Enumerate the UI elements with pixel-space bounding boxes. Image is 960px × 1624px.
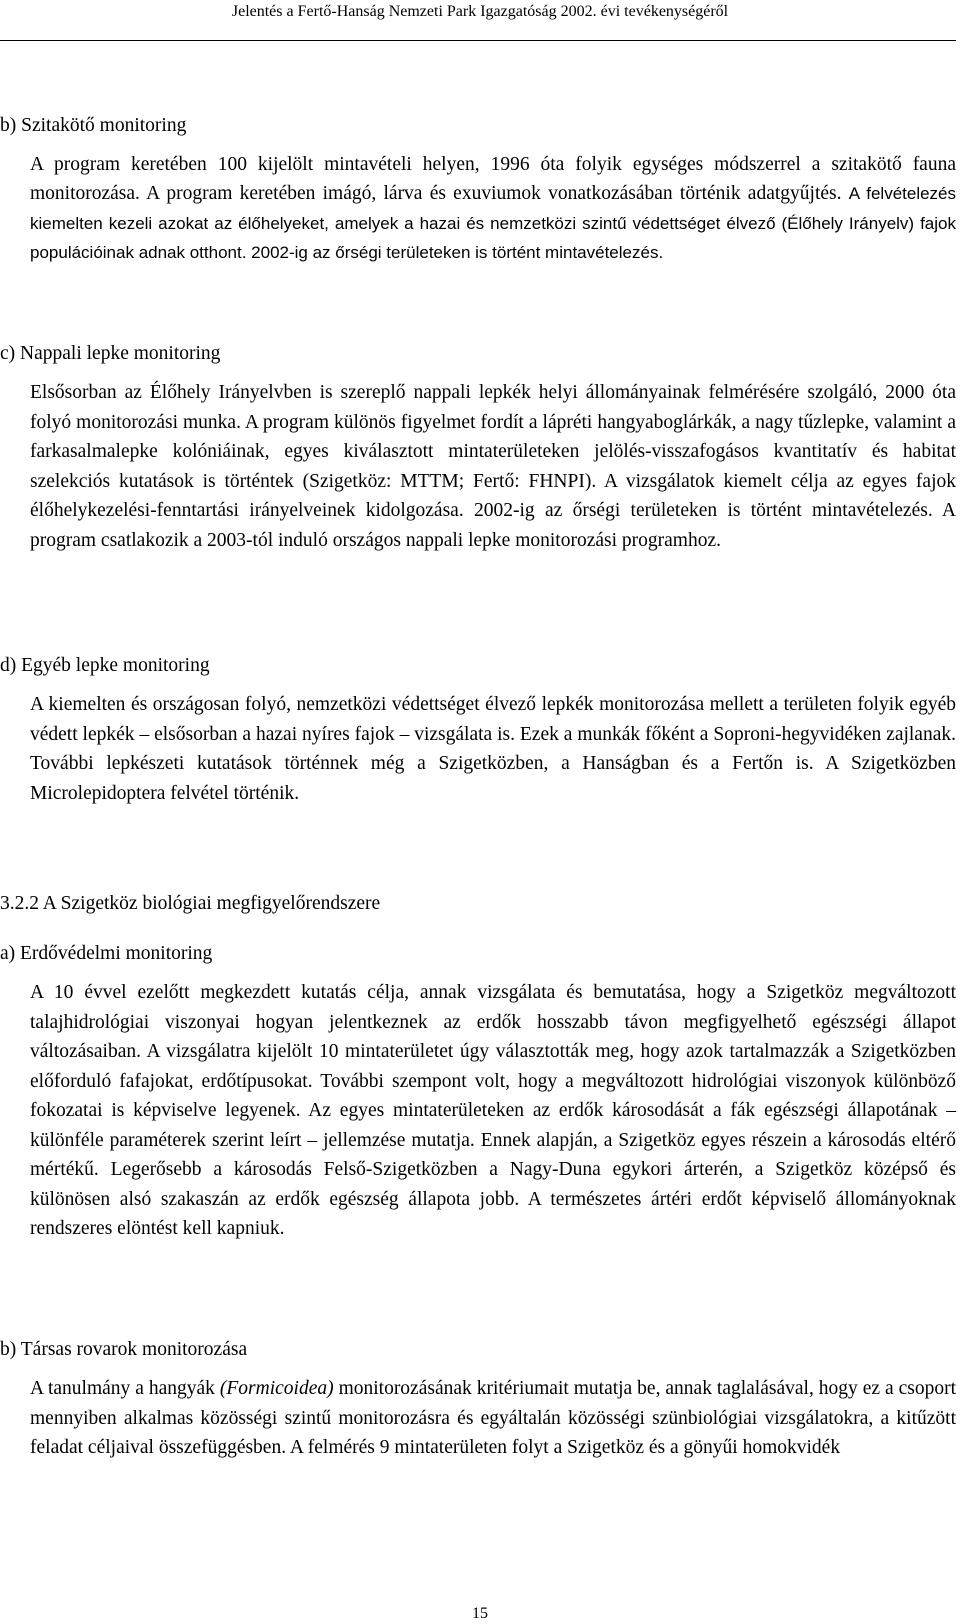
section-heading-tarsas-rovarok: b) Társas rovarok monitorozása — [0, 1339, 248, 1360]
section-heading-nappali-lepke: c) Nappali lepke monitoring — [0, 343, 221, 364]
section-paragraph-egyeb-lepke: A kiemelten és országosan folyó, nemzetközi védettséget élvező lepkék monitorozása mellett a területen folyik egyéb védett lepkék – elsősorban a hazai nyíres fajok – vizsgálata is. Ezek a munkák főként a Soproni-hegyvidéken zajlanak. További lepkészeti kutatások történnek még a Szigetközben, a Hanságban és a Fertőn is. A Szigetközben Microlepidoptera felvétel történik. — [30, 694, 956, 804]
header-rule — [0, 40, 956, 41]
section-heading-egyeb-lepke: d) Egyéb lepke monitoring — [0, 655, 210, 676]
section-heading-erdovedelmi: a) Erdővédelmi monitoring — [0, 943, 213, 964]
paragraph-italic-taxon: (Formicoidea) — [219, 1378, 334, 1399]
running-header: Jelentés a Fertő-Hanság Nemzeti Park Igazgatóság 2002. évi tevékenységéről — [231, 3, 729, 20]
section-paragraph-szitakoto — [30, 150, 956, 268]
paragraph-serif-part: A program keretében 100 kijelölt mintavételi helyen, 1996 óta folyik egységes módszerrel a szitakötő fauna monitorozása. A program keretében imágó, lárva és exuviumok vonatkozásában történik adatgyűjtés. — [30, 154, 956, 205]
section-heading-szitakoto: b) Szitakötő monitoring — [0, 115, 187, 136]
paragraph-text-after: monitorozásának kritériumait mutatja be, annak taglalásával, hogy ez a csoport mennyiben alkalmas közösségi szintű monitorozásra és egyáltalán közösségi szünbiológiai vizsgálatokra, a kitűzött feladat céljaival összefüggésben. A felmérés 9 mintaterületen folyt a Szigetköz és a gönyűi homokvidék — [30, 1378, 957, 1458]
chapter-heading-szigetkoz: 3.2.2 A Szigetköz biológiai megfigyelőrendszere — [0, 893, 381, 914]
section-paragraph-tarsas-rovarok — [30, 1374, 956, 1463]
paragraph-sans-part: A felvételezés kiemelten kezeli azokat az élőhelyeket, amelyek a hazai és nemzetközi szintű védettséget élvező (Élőhely Irányelv) fajok populációinak adnak otthont. 2002-ig az őrségi területeken is történt mintavételezés. — [30, 184, 957, 263]
paragraph-text-before: A tanulmány a hangyák — [30, 1378, 215, 1399]
page-number: 15 — [472, 1605, 488, 1622]
section-paragraph-nappali-lepke: Elsősorban az Élőhely Irányelvben is szereplő nappali lepkék helyi állományainak felmérésére szolgáló, 2000 óta folyó monitorozási munka. A program különös figyelmet fordít a lápréti hangyaboglárkák, a nagy tűzlepke, valamint a farkasalmalepke kolóniáinak, egyes kiválasztott mintaterületeken jelölés-visszafogásos kvantitatív és habitat szelekciós kutatások is történtek (Szigetköz: MTTM; Fertő: FHNPI). A vizsgálatok kiemelt célja az egyes fajok élőhelykezelési-fenntartási irányelveinek kidolgozása. 2002-ig az őrségi területeken is történt mintavételezés. A program csatlakozik a 2003-tól induló országos nappali lepke monitorozási programhoz. — [30, 382, 956, 551]
section-paragraph-erdovedelmi: A 10 évvel ezelőtt megkezdett kutatás célja, annak vizsgálata és bemutatása, hogy a Szigetköz megváltozott talajhidrológiai viszonyai hogyan jelentkeznek az erdők hosszabb távon megfigyelhető egészségi állapot változásaiban. A vizsgálatra kijelölt 10 mintaterületet úgy választották meg, hogy azok tartalmazzák a Szigetközben előforduló fafajokat, erdőtípusokat. További szempont volt, hogy a megváltozott hidrológiai viszonyok különböző fokozatai is képviselve legyenek. Az egyes mintaterületeken az erdők károsodását a fák egészségi állapotának – különféle paraméterek szerint leírt – jellemzése mutatja. Ennek alapján, a Szigetköz egyes részein a károsodás eltérő mértékű. Legerősebb a károsodás Felső-Szigetközben a Nagy-Duna egykori árterén, a Szigetköz középső és különösen alsó szakaszán az erdők egészség állapota jobb. A természetes ártéri erdőt képviselő állományoknak rendszeres elöntést kell kapniuk. — [30, 982, 956, 1239]
